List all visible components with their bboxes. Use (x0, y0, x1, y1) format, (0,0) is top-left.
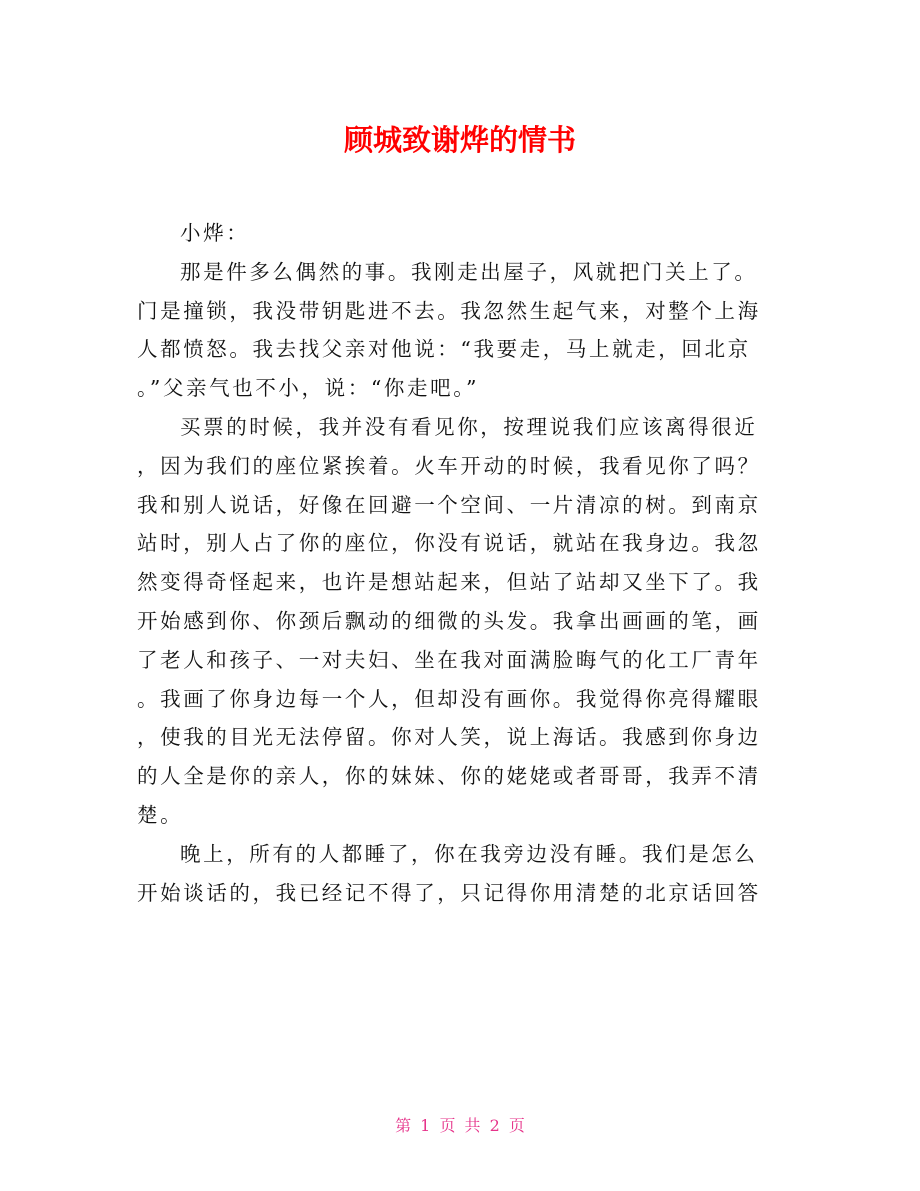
text-line: 开始感到你、你颈后飘动的细微的头发。我拿出画画的笔，画 (137, 608, 761, 633)
document-body (137, 214, 787, 912)
text-line: 我和别人说话，好像在回避一个空间、一片清凉的树。到南京 (137, 492, 761, 517)
document-title: 顾城致谢烨的情书 (343, 123, 576, 157)
text-line: 。”父亲气也不小，说：“你走吧。” (137, 376, 480, 401)
text-line: ，使我的目光无法停留。你对人笑，说上海话。我感到你身边 (137, 725, 761, 750)
text-line: 楚。 (137, 802, 184, 827)
text-line: 那是件多么偶然的事。我刚走出屋子，风就把门关上了。 (180, 259, 758, 284)
salutation: 小烨： (180, 221, 250, 245)
text-line: 门是撞锁，我没带钥匙进不去。我忽然生起气来，对整个上海 (137, 298, 761, 323)
text-line: 了老人和孩子、一对夫妇、坐在我对面满脸晦气的化工厂青年 (137, 647, 761, 672)
text-line: 站时，别人占了你的座位，你没有说话，就站在我身边。我忽 (137, 531, 761, 556)
text-line: 的人全是你的亲人，你的妹妹、你的姥姥或者哥哥，我弄不清 (137, 764, 761, 789)
text-line: 晚上，所有的人都睡了，你在我旁边没有睡。我们是怎么 (180, 841, 758, 866)
text-line: ，因为我们的座位紧挨着。火车开动的时候，我看见你了吗？ (137, 453, 761, 478)
text-line: 然变得奇怪起来，也许是想站起来，但站了站却又坐下了。我 (137, 570, 761, 595)
page-number-footer: 第 1 页 共 2 页 (395, 1116, 525, 1135)
text-line: 人都愤怒。我去找父亲对他说：“我要走，马上就走，回北京 (137, 337, 751, 362)
text-line: 买票的时候，我并没有看见你，按理说我们应该离得很近 (180, 414, 758, 439)
text-line: 。我画了你身边每一个人，但却没有画你。我觉得你亮得耀眼 (137, 686, 761, 711)
text-line: 开始谈话的，我已经记不得了，只记得你用清楚的北京话回答 (137, 880, 761, 905)
